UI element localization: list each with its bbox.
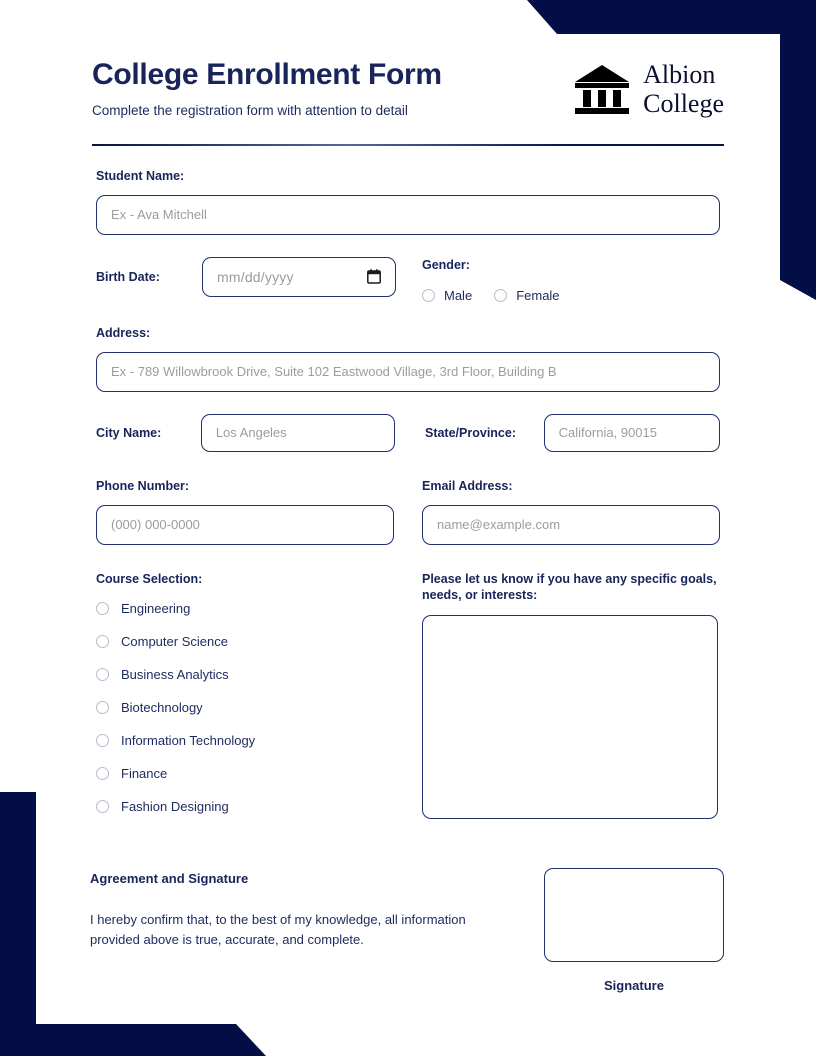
course-notes-row: [96, 571, 720, 833]
address-placeholder: Ex - 789 Willowbrook Drive, Suite 102 Eastwood Village, 3rd Floor, Building B: [111, 364, 557, 380]
course-option-label: Fashion Designing: [121, 799, 229, 815]
bank-building-icon: [573, 61, 631, 117]
course-options-list: [96, 601, 394, 814]
birthdate-gender-row: [96, 257, 720, 303]
notes-label: Please let us know if you have any specific goals, needs, or interests:: [422, 571, 717, 603]
gender-option-female-label: Female: [516, 287, 560, 303]
birth-date-label: Birth Date:: [96, 269, 160, 284]
page-title: College Enrollment Form: [92, 58, 442, 91]
birth-date-placeholder: mm/dd/yyyy: [217, 268, 294, 285]
signature-input[interactable]: [544, 868, 724, 962]
course-option-label: Engineering: [121, 601, 191, 617]
notes-group: [422, 571, 720, 833]
student-name-placeholder: Ex - Ava Mitchell: [111, 207, 207, 223]
course-option-business-analytics[interactable]: [96, 667, 394, 682]
contact-row: [96, 478, 720, 545]
phone-group: [96, 478, 394, 545]
address-label: Address:: [96, 325, 151, 340]
state-placeholder: California, 90015: [558, 425, 657, 441]
course-option-computer-science[interactable]: [96, 634, 394, 649]
phone-placeholder: (000) 000-0000: [111, 517, 200, 532]
radio-icon[interactable]: [96, 635, 109, 648]
agreement-text-block: [90, 868, 510, 993]
gender-options: [422, 288, 560, 303]
course-option-information-technology[interactable]: [96, 733, 394, 748]
college-logo: [573, 56, 724, 118]
radio-icon[interactable]: [422, 289, 435, 302]
course-option-biotechnology[interactable]: [96, 700, 394, 715]
address-group: [96, 325, 720, 392]
course-selection-group: [96, 571, 394, 833]
student-name-group: [96, 168, 720, 235]
course-option-label: Biotechnology: [121, 700, 203, 716]
logo-line-2: College: [643, 89, 724, 119]
radio-icon[interactable]: [96, 767, 109, 780]
course-option-label: Information Technology: [121, 733, 256, 749]
gender-label: Gender:: [422, 257, 470, 272]
course-option-engineering[interactable]: [96, 601, 394, 616]
radio-icon[interactable]: [96, 734, 109, 747]
calendar-icon[interactable]: [367, 269, 381, 284]
notes-textarea[interactable]: [422, 615, 718, 819]
city-placeholder: Los Angeles: [215, 425, 287, 441]
course-option-finance[interactable]: [96, 766, 394, 781]
phone-label: Phone Number:: [96, 478, 190, 493]
birth-date-input[interactable]: [202, 257, 396, 297]
course-option-label: Computer Science: [121, 634, 228, 650]
email-label: Email Address:: [422, 478, 513, 493]
radio-icon[interactable]: [494, 289, 507, 302]
address-input[interactable]: [96, 352, 720, 392]
state-input[interactable]: [544, 414, 720, 452]
email-input[interactable]: [422, 505, 720, 545]
logo-text: [643, 60, 724, 118]
gender-option-female[interactable]: [494, 288, 559, 303]
course-option-label: Finance: [121, 766, 168, 782]
gender-option-male[interactable]: [422, 288, 472, 303]
agreement-section: [90, 868, 724, 993]
radio-icon[interactable]: [96, 602, 109, 615]
signature-caption: Signature: [604, 978, 664, 993]
city-label: City Name:: [96, 425, 162, 440]
city-input[interactable]: [201, 414, 395, 452]
email-placeholder: name@example.com: [437, 517, 561, 532]
student-name-input[interactable]: [96, 195, 720, 235]
page-subtitle: Complete the registration form with attention to detail: [92, 102, 408, 118]
header-divider: [92, 144, 724, 146]
signature-group: [544, 868, 724, 993]
gender-group: [422, 257, 560, 303]
page-header: [92, 56, 724, 118]
agreement-title: Agreement and Signature: [90, 871, 249, 886]
title-block: [92, 56, 442, 118]
radio-icon[interactable]: [96, 800, 109, 813]
course-option-label: Business Analytics: [121, 667, 229, 683]
logo-line-1: Albion: [643, 60, 716, 89]
birthdate-group: [96, 257, 396, 297]
radio-icon[interactable]: [96, 668, 109, 681]
email-group: [422, 478, 720, 545]
student-name-label: Student Name:: [96, 169, 185, 183]
city-state-row: [96, 414, 720, 452]
phone-input[interactable]: [96, 505, 394, 545]
state-label: State/Province:: [424, 425, 516, 440]
form-area: [96, 168, 720, 832]
course-selection-label: Course Selection:: [96, 571, 203, 586]
agreement-body-text: I hereby confirm that, to the best of my knowledge, all information provided above is true, accurate, and complete.: [90, 912, 466, 947]
radio-icon[interactable]: [96, 701, 109, 714]
course-option-fashion-designing[interactable]: [96, 799, 394, 814]
gender-option-male-label: Male: [444, 287, 473, 303]
